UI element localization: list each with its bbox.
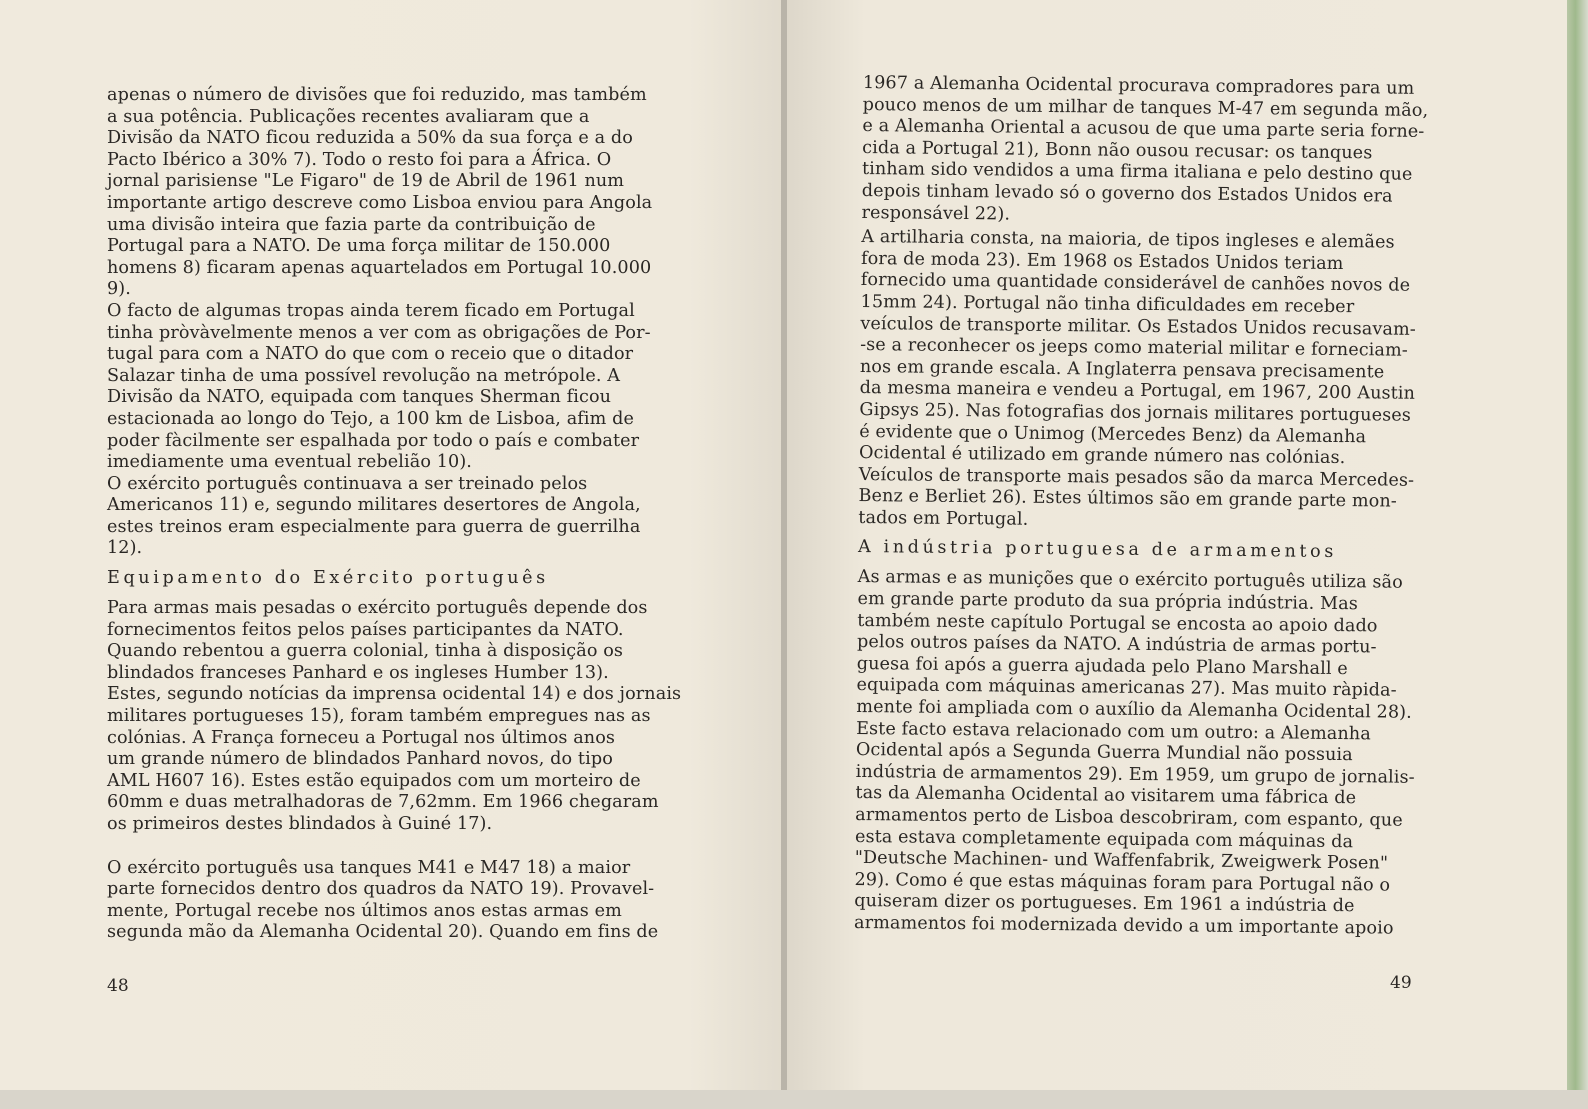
text-line: blindados franceses Panhard e os ingleses Humber 13). bbox=[107, 662, 609, 683]
text-line: é evidente que o Unimog (Mercedes Benz) da Alemanha bbox=[859, 421, 1367, 447]
text-line: As armas e as munições que o exército português utiliza são bbox=[857, 567, 1403, 594]
text-line: Benz e Berliet 26). Estes últimos são em grande parte mon- bbox=[858, 486, 1397, 512]
text-line: 29). Como é que estas máquinas foram para Portugal não o bbox=[854, 869, 1391, 896]
text-line: veículos de transporte militar. Os Estados Unidos recusavam- bbox=[860, 313, 1416, 340]
text-line: O facto de algumas tropas ainda terem ficado em Portugal bbox=[107, 300, 635, 321]
text-line: apenas o número de divisões que foi reduzido, mas também bbox=[107, 85, 647, 105]
text-line: fornecimentos feitos pelos países participantes da NATO. bbox=[107, 619, 624, 640]
text-line: depois tinham levado só o governo dos Estados Unidos era bbox=[861, 180, 1393, 207]
text-line: a sua potência. Publicações recentes avaliaram que a bbox=[107, 106, 590, 127]
left-block-3 bbox=[107, 858, 717, 944]
text-line: um grande número de blindados Panhard novos, do tipo bbox=[107, 749, 613, 770]
text-line: Pacto Ibérico a 30% 7). Todo o resto foi para a África. O bbox=[107, 149, 612, 170]
text-line: indústria de armamentos 29). Em 1959, um grupo de jornalis- bbox=[855, 761, 1415, 788]
text-line: "Deutsche Machinen- und Waffenfabrik, Zweigwerk Posen" bbox=[854, 848, 1389, 874]
text-line: importante artigo descreve como Lisboa enviou para Angola bbox=[107, 192, 653, 213]
text-line: Ocidental após a Segunda Guerra Mundial não possuia bbox=[855, 740, 1353, 766]
text-line: cida a Portugal 21), Bonn não ousou recusar: os tanques bbox=[862, 137, 1373, 164]
text-line: esta estava completamente equipada com máquinas da bbox=[854, 826, 1354, 852]
text-line: guesa foi após a guerra ajudada pelo Plano Marshall e bbox=[856, 653, 1348, 679]
text-line: quiseram dizer os portugueses. Em 1961 a indústria de bbox=[854, 891, 1355, 917]
text-line: Divisão da NATO, equipada com tanques Sherman ficou bbox=[107, 387, 612, 408]
text-line: mente, Portugal recebe nos últimos anos estas armas em bbox=[107, 900, 622, 921]
text-line: 60mm e duas metralhadoras de 7,62mm. Em 1966 chegaram bbox=[107, 792, 659, 813]
text-line: Divisão da NATO ficou reduzida a 50% da sua força e a do bbox=[107, 128, 633, 149]
page-bottom-edge bbox=[0, 1090, 1588, 1109]
text-line: 1967 a Alemanha Ocidental procurava compradores para um bbox=[862, 73, 1415, 99]
text-line: 12). bbox=[107, 538, 143, 559]
text-line: 9). bbox=[107, 279, 131, 300]
page-number-right: 49 bbox=[1390, 973, 1412, 993]
text-line: armamentos perto de Lisboa descobriram, com espanto, que bbox=[855, 804, 1403, 831]
page-number-left: 48 bbox=[107, 976, 129, 996]
text-line: O exército português usa tanques M41 e M47 18) a maior bbox=[107, 857, 631, 878]
text-line: tas da Alemanha Ocidental ao visitarem uma fábrica de bbox=[855, 783, 1357, 809]
text-line: jornal parisiense "Le Figaro" de 19 de Abril de 1961 num bbox=[107, 171, 625, 192]
left-page-text bbox=[107, 85, 717, 944]
text-line: nos em grande escala. A Inglaterra pensava precisamente bbox=[859, 356, 1385, 383]
left-block-1 bbox=[107, 85, 717, 560]
text-line: Este facto estava relacionado com um outro: a Alemanha bbox=[856, 718, 1371, 744]
text-line: mente foi ampliada com o auxílio da Alemanha Ocidental 28). bbox=[856, 696, 1412, 723]
text-line: Salazar tinha de uma possível revolução na metrópole. A bbox=[107, 365, 621, 386]
left-block-2 bbox=[107, 598, 717, 836]
text-line: também neste capítulo Portugal se encosta ao apoio dado bbox=[857, 610, 1378, 637]
cover-edge bbox=[1567, 0, 1588, 1109]
text-line: Ocidental é utilizado em grande número nas colónias. bbox=[858, 443, 1346, 469]
text-line: estacionada ao longo do Tejo, a 100 km de Lisboa, afim de bbox=[107, 408, 634, 429]
text-line: em grande parte produto da sua própria indústria. Mas bbox=[857, 589, 1359, 615]
text-line: estes treinos eram especialmente para guerra de guerrilha bbox=[107, 516, 641, 537]
section-heading-equipamento: Equipamento do Exército português bbox=[107, 568, 549, 589]
text-line: equipada com máquinas americanas 27). Mas muito ràpida- bbox=[856, 675, 1397, 702]
text-line: pelos outros países da NATO. A indústria de armas portu- bbox=[856, 632, 1377, 658]
text-line: tugal para com a NATO do que com o receio que o ditador bbox=[107, 344, 634, 365]
text-line: pouco menos de um milhar de tanques M-47 em segunda mão, bbox=[862, 94, 1429, 121]
right-block-1 bbox=[861, 73, 1483, 231]
text-line: fora de moda 23). Em 1968 os Estados Unidos teriam bbox=[860, 248, 1344, 274]
text-line: colónias. A França forneceu a Portugal nos últimos anos bbox=[107, 727, 616, 748]
right-block-3 bbox=[854, 567, 1478, 941]
text-line: Estes, segundo notícias da imprensa ocidental 14) e dos jornais bbox=[107, 684, 682, 705]
text-line: tinham sido vendidos a uma firma italiana e pelo destino que bbox=[861, 159, 1413, 186]
left-page bbox=[0, 0, 783, 1109]
text-line: Gipsys 25). Nas fotografias dos jornais militares portugueses bbox=[859, 399, 1412, 426]
section-heading-industria: A indústria portuguesa de armamentos bbox=[857, 537, 1338, 563]
text-line: e a Alemanha Oriental a acusou de que uma parte seria forne- bbox=[862, 116, 1425, 143]
text-line: da mesma maneira e vendeu a Portugal, em 1967, 200 Austin bbox=[859, 378, 1416, 405]
text-line: A artilharia consta, na maioria, de tipos ingleses e alemães bbox=[861, 227, 1395, 253]
text-line: tados em Portugal. bbox=[858, 507, 1029, 530]
text-line: parte fornecidos dentro dos quadros da NATO 19). Provavel- bbox=[107, 879, 655, 900]
text-line: militares portugueses 15), foram também empregues nas as bbox=[107, 706, 651, 727]
text-line: Para armas mais pesadas o exército português depende dos bbox=[107, 598, 648, 619]
text-line: Americanos 11) e, segundo militares desertores de Angola, bbox=[107, 495, 641, 516]
text-line: AML H607 16). Estes estão equipados com um morteiro de bbox=[107, 770, 641, 791]
text-line: poder fàcilmente ser espalhada por todo o país e combater bbox=[107, 430, 640, 451]
text-line: homens 8) ficaram apenas aquartelados em Portugal 10.000 bbox=[107, 257, 652, 278]
text-line: fornecido uma quantidade considerável de canhões novos de bbox=[860, 270, 1411, 297]
text-line: -se a reconhecer os jeeps como material militar e forneciam- bbox=[860, 335, 1408, 361]
text-line: Veículos de transporte mais pesados são da marca Mercedes- bbox=[858, 464, 1415, 491]
text-line: responsável 22). bbox=[861, 202, 1011, 225]
text-line: os primeiros destes blindados à Guiné 17). bbox=[107, 814, 493, 834]
text-line: Portugal para a NATO. De uma força militar de 150.000 bbox=[107, 236, 611, 257]
text-line: O exército português continuava a ser treinado pelos bbox=[107, 473, 588, 494]
text-line: imediamente uma eventual rebelião 10). bbox=[107, 452, 472, 473]
text-line: uma divisão inteira que fazia parte da contribuição de bbox=[107, 214, 596, 235]
right-block-2 bbox=[858, 227, 1481, 536]
right-page-text bbox=[854, 73, 1483, 941]
text-line: segunda mão da Alemanha Ocidental 20). Quando em fins de bbox=[107, 922, 659, 943]
text-line: Quando rebentou a guerra colonial, tinha à disposição os bbox=[107, 641, 624, 662]
text-line: armamentos foi modernizada devido a um importante apoio bbox=[853, 912, 1394, 939]
text-line: 15mm 24). Portugal não tinha dificuldades em receber bbox=[860, 291, 1355, 318]
text-line: tinha pròvàvelmente menos a ver com as obrigações de Por- bbox=[107, 322, 651, 343]
